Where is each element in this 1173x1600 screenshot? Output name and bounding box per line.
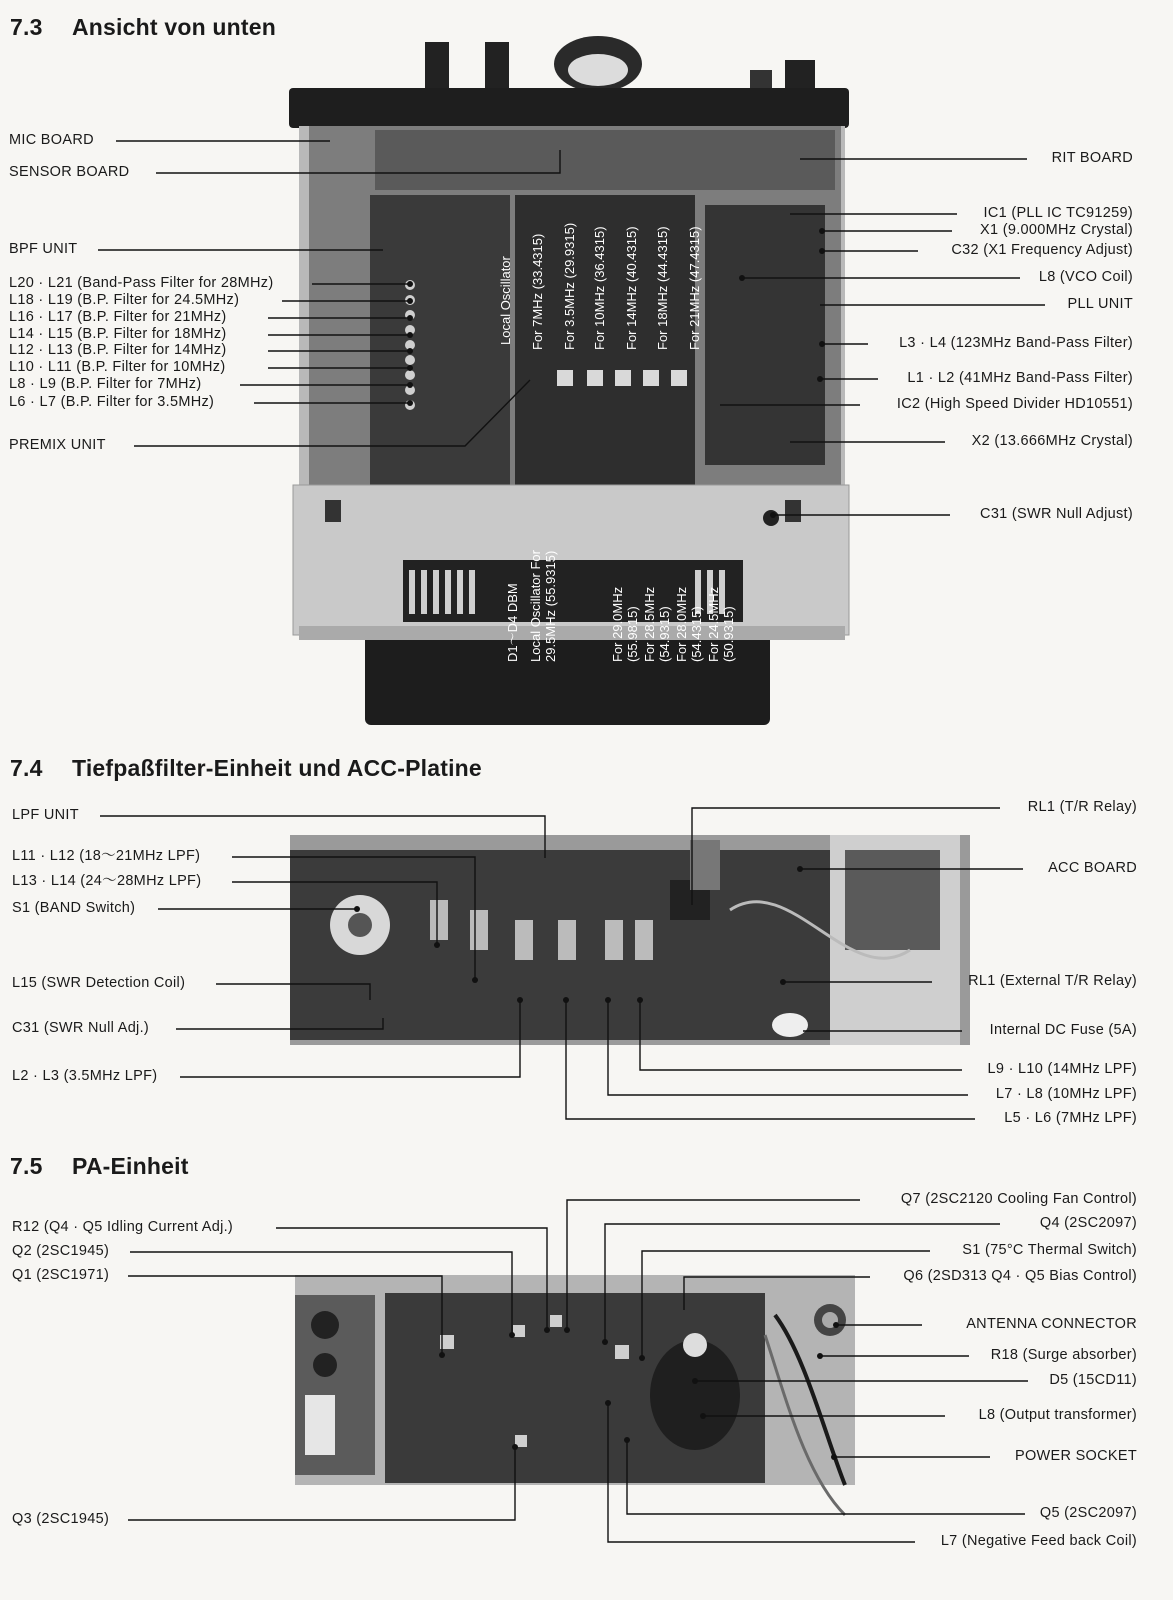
sensor-board-label: SENSOR BOARD	[9, 164, 130, 180]
dbm-label: D1～D4 DBM	[505, 583, 520, 662]
osc-14mhz-label: For 14MHz (40.4315)	[624, 226, 639, 350]
s1-thermal-switch-label: S1 (75°C Thermal Switch)	[962, 1242, 1137, 1258]
premix-unit-label: PREMIX UNIT	[9, 437, 106, 453]
ic1-label: IC1 (PLL IC TC91259)	[983, 205, 1133, 221]
q1-label: Q1 (2SC1971)	[12, 1267, 110, 1283]
section-title-text: PA-Einheit	[72, 1153, 189, 1179]
bpf-14mhz-label: L12 · L13 (B.P. Filter for 14MHz)	[9, 342, 227, 358]
rit-board-label: RIT BOARD	[1051, 150, 1133, 166]
q2-label: Q2 (2SC1945)	[12, 1243, 110, 1259]
q4-label: Q4 (2SC2097)	[1039, 1215, 1137, 1231]
l15-swr-coil-label: L15 (SWR Detection Coil)	[12, 975, 186, 991]
l9-l10-label: L9 · L10 (14MHz LPF)	[987, 1061, 1137, 1077]
section-number: 7.4	[10, 755, 43, 781]
l3-l4-label: L3 · L4 (123MHz Band-Pass Filter)	[899, 335, 1133, 351]
r12-label: R12 (Q4 · Q5 Idling Current Adj.)	[12, 1219, 234, 1235]
acc-board-label: ACC BOARD	[1048, 860, 1137, 876]
q7-label: Q7 (2SC2120 Cooling Fan Control)	[900, 1191, 1137, 1207]
pll-unit-label: PLL UNIT	[1067, 296, 1133, 312]
power-socket-label: POWER SOCKET	[1014, 1448, 1137, 1464]
l5-l6-label: L5 · L6 (7MHz LPF)	[1004, 1110, 1137, 1126]
bpf-10mhz-label: L10 · L11 (B.P. Filter for 10MHz)	[9, 359, 226, 375]
bpf-28mhz-label: L20 · L21 (Band-Pass Filter for 28MHz)	[9, 275, 274, 291]
mic-board-label: MIC BOARD	[9, 132, 94, 148]
q3-label: Q3 (2SC1945)	[12, 1511, 110, 1527]
x1-label: X1 (9.000MHz Crystal)	[980, 222, 1133, 238]
dc-fuse-label: Internal DC Fuse (5A)	[989, 1022, 1137, 1038]
section-title-text: Ansicht von unten	[72, 14, 277, 40]
lpf-unit-label: LPF UNIT	[12, 807, 79, 823]
osc-28-0mhz-label: For 28.0MHz (54.4315)	[674, 586, 704, 662]
bpf-3-5mhz-label: L6 · L7 (B.P. Filter for 3.5MHz)	[9, 394, 215, 410]
rl1-external-relay-label: RL1 (External T/R Relay)	[968, 973, 1137, 989]
section-title-text: Tiefpaßfilter-Einheit und ACC-Platine	[72, 755, 482, 781]
osc-18mhz-label: For 18MHz (44.4315)	[655, 226, 670, 350]
osc-29-0mhz-label: For 29.0MHz (55.9815)	[610, 586, 640, 662]
c31-swr-null-label: C31 (SWR Null Adjust)	[980, 506, 1133, 522]
bpf-21mhz-label: L16 · L17 (B.P. Filter for 21MHz)	[9, 309, 227, 325]
c32-label: C32 (X1 Frequency Adjust)	[951, 242, 1133, 258]
d5-label: D5 (15CD11)	[1049, 1372, 1137, 1388]
antenna-connector-label: ANTENNA CONNECTOR	[966, 1316, 1137, 1332]
r18-label: R18 (Surge absorber)	[990, 1347, 1137, 1363]
s1-band-switch-label: S1 (BAND Switch)	[12, 900, 136, 916]
osc-10mhz-label: For 10MHz (36.4315)	[592, 226, 607, 350]
bpf-7mhz-label: L8 · L9 (B.P. Filter for 7MHz)	[9, 376, 202, 392]
x2-label: X2 (13.666MHz Crystal)	[971, 433, 1133, 449]
l1-l2-label: L1 · L2 (41MHz Band-Pass Filter)	[907, 370, 1133, 386]
section-number: 7.5	[10, 1153, 43, 1179]
l7-feedback-coil-label: L7 (Negative Feed back Coil)	[940, 1533, 1137, 1549]
local-oscillator-label: Local Oscillator	[498, 256, 513, 345]
osc-3-5mhz-label: For 3.5MHz (29.9315)	[562, 222, 577, 350]
l11-l12-label: L11 · L12 (18～21MHz LPF)	[12, 848, 201, 864]
osc-29-5mhz-label: Local Oscillator For 29.5MHz (55.9315)	[528, 550, 558, 662]
q6-label: Q6 (2SD313 Q4 · Q5 Bias Control)	[903, 1268, 1137, 1284]
bpf-unit-label: BPF UNIT	[9, 241, 78, 257]
section-number: 7.3	[10, 14, 43, 40]
osc-21mhz-label: For 21MHz (47.4315)	[687, 226, 702, 350]
bpf-18mhz-label: L14 · L15 (B.P. Filter for 18MHz)	[9, 326, 227, 342]
osc-24-5mhz-label: For 24.5MHz (50.9315)	[706, 586, 736, 662]
c31-swr-null-adj-label: C31 (SWR Null Adj.)	[12, 1020, 150, 1036]
osc-28-5mhz-label: For 28.5MHz (54.9315)	[642, 586, 672, 662]
l7-l8-label: L7 · L8 (10MHz LPF)	[995, 1086, 1137, 1102]
l13-l14-label: L13 · L14 (24～28MHz LPF)	[12, 873, 202, 889]
l8-output-transformer-label: L8 (Output transformer)	[978, 1407, 1137, 1423]
bpf-24-5mhz-label: L18 · L19 (B.P. Filter for 24.5MHz)	[9, 292, 240, 308]
rl1-tr-relay-label: RL1 (T/R Relay)	[1027, 799, 1137, 815]
l8-vco-label: L8 (VCO Coil)	[1038, 269, 1133, 285]
osc-7mhz-label: For 7MHz (33.4315)	[530, 233, 545, 350]
l2-l3-label: L2 · L3 (3.5MHz LPF)	[12, 1068, 158, 1084]
q5-label: Q5 (2SC2097)	[1039, 1505, 1137, 1521]
ic2-label: IC2 (High Speed Divider HD10551)	[896, 396, 1133, 412]
